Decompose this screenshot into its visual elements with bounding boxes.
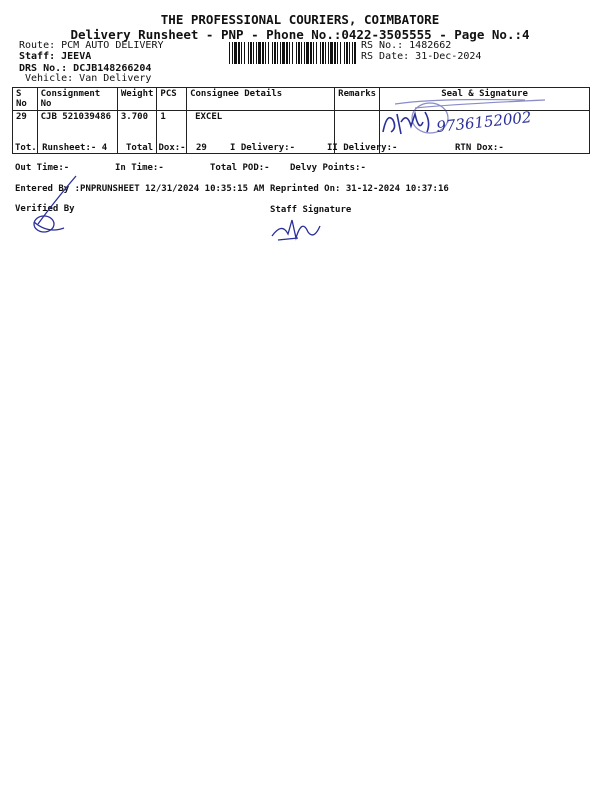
barcode-bar: [296, 42, 297, 64]
reprinted-on: Reprinted On: 31-12-2024 10:37:16: [270, 184, 449, 194]
i-delivery: I Delivery:-: [230, 143, 296, 153]
barcode-bar: [229, 42, 230, 64]
seal-phone-handwriting: 9736152002: [435, 108, 533, 136]
barcode-bar: [272, 42, 273, 64]
barcode-bar: [265, 42, 266, 64]
seal-signature-image: [375, 92, 575, 147]
staff-signature-image: [268, 212, 328, 244]
verified-by-signature: [24, 172, 104, 242]
vehicle-text: Vehicle: Van Delivery: [25, 73, 152, 84]
col-header-pcs: PCS: [157, 88, 187, 111]
barcode-bar: [274, 42, 276, 64]
rs-date: RS Date: 31-Dec-2024: [361, 51, 482, 62]
barcode-bar: [304, 42, 305, 64]
staff-text: Staff: JEEVA: [19, 51, 92, 62]
barcode-bar: [280, 42, 281, 64]
total-dox-label: Total Dox:-: [126, 143, 186, 153]
barcode-bar: [286, 42, 288, 64]
barcode-bar: [234, 42, 237, 64]
out-time: Out Time:-: [15, 163, 70, 173]
barcode-bar: [316, 42, 317, 64]
verified-by-label: Verified By: [15, 204, 75, 214]
barcode-bar: [320, 42, 321, 64]
barcode-image: [229, 42, 356, 64]
barcode-bar: [253, 42, 254, 64]
barcode-bar: [277, 42, 278, 64]
col-header-weight: Weight: [117, 88, 157, 111]
ii-delivery: II Delivery:-: [327, 143, 398, 153]
barcode-bar: [352, 42, 353, 64]
col-header-consignment: Consignment No: [37, 88, 117, 111]
barcode-bar: [301, 42, 302, 64]
barcode-bar: [238, 42, 240, 64]
barcode-bar: [292, 42, 293, 64]
barcode-bar: [328, 42, 329, 64]
barcode-bar: [306, 42, 309, 64]
barcode-bar: [344, 42, 345, 64]
barcode-bar: [346, 42, 348, 64]
cell-pcs: 1: [157, 111, 187, 154]
barcode-bar: [241, 42, 242, 64]
barcode-bar: [244, 42, 245, 64]
barcode-bar: [325, 42, 326, 64]
barcode-bar: [337, 42, 338, 64]
barcode-bar: [334, 42, 336, 64]
rs-number: RS No.: 1482662: [361, 40, 452, 51]
entered-by: Entered By :PNPRUNSHEET 12/31/2024 10:35:15 AM: [15, 184, 265, 194]
barcode-bar: [262, 42, 264, 64]
cell-consignee: EXCEL: [187, 111, 335, 154]
total-dox-value: 29: [196, 143, 207, 153]
delvy-points: Delvy Points:-: [290, 163, 366, 173]
cell-consignment: CJB 521039486: [37, 111, 117, 154]
barcode-bar: [248, 42, 249, 64]
drs-number: DRS No.: DCJB148266204: [19, 63, 152, 74]
barcode-bar: [250, 42, 252, 64]
company-title: THE PROFESSIONAL COURIERS, COIMBATORE: [160, 12, 440, 27]
barcode-bar: [282, 42, 285, 64]
cell-sno: 29: [13, 111, 38, 154]
barcode-bar: [258, 42, 261, 64]
tot-runsheet: Tot. Runsheet:- 4: [15, 143, 108, 153]
col-header-seal: Seal & Signature: [380, 88, 590, 111]
total-pod: Total POD:-: [210, 163, 270, 173]
col-header-sno: S No: [13, 88, 38, 111]
barcode-bar: [354, 42, 356, 64]
barcode-bar: [268, 42, 269, 64]
barcode-bar: [349, 42, 350, 64]
barcode-bar: [289, 42, 290, 64]
runsheet-subtitle: Delivery Runsheet - PNP - Phone No.:0422-3505555 - Page No.:4: [70, 27, 530, 42]
staff-signature-label: Staff Signature: [270, 205, 352, 215]
barcode-bar: [313, 42, 314, 64]
barcode-bar: [256, 42, 257, 64]
col-header-consignee: Consignee Details: [187, 88, 335, 111]
barcode-bar: [298, 42, 300, 64]
in-time: In Time:-: [115, 163, 164, 173]
barcode-bar: [232, 42, 233, 64]
rtn-dox: RTN Dox:-: [455, 143, 504, 153]
route-text: Route: PCM AUTO DELIVERY: [19, 40, 164, 51]
barcode-bar: [340, 42, 341, 64]
barcode-bar: [330, 42, 333, 64]
cell-weight: 3.700: [117, 111, 157, 154]
col-header-remarks: Remarks: [335, 88, 380, 111]
barcode-bar: [322, 42, 324, 64]
barcode-bar: [310, 42, 312, 64]
